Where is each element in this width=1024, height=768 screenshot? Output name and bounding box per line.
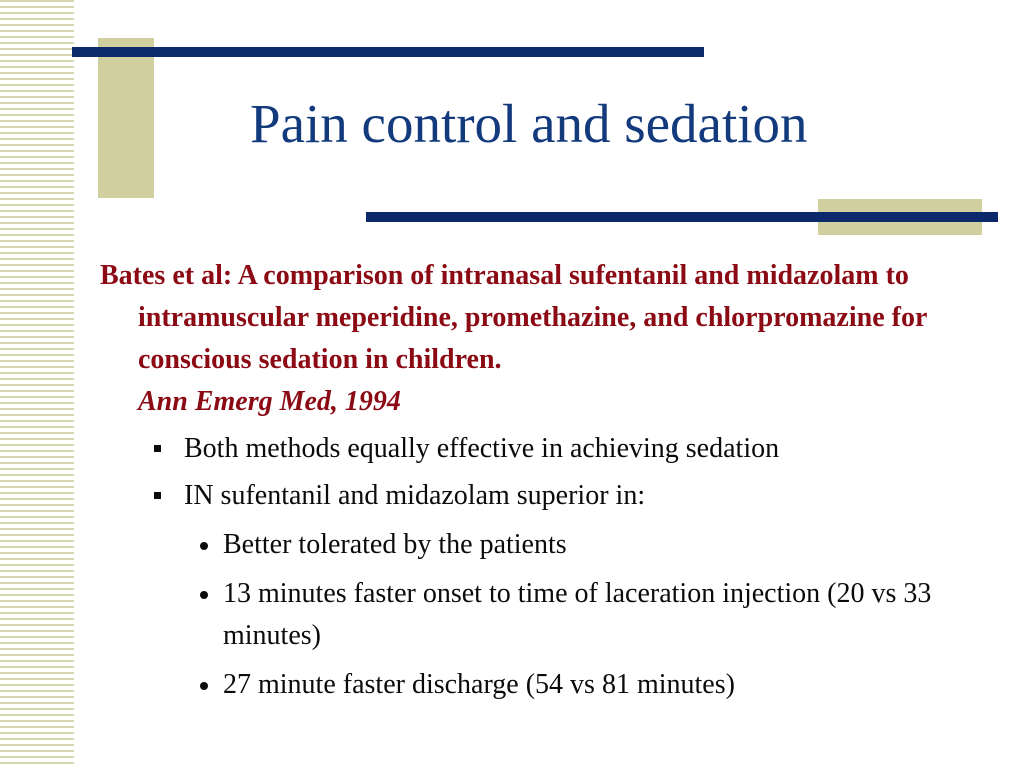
sub-bullet-text: Better tolerated by the patients [223,529,567,560]
round-bullet-icon [200,542,208,550]
slide-content [100,255,1000,706]
square-bullet-icon [154,445,161,452]
bullet-text: IN sufentanil and midazolam superior in: [184,480,646,511]
bullet-item [100,428,1000,470]
title-rule-bottom [366,212,998,222]
square-bullet-icon [154,492,161,499]
bullet-text: Both methods equally effective in achieving sedation [184,433,780,464]
citation-journal: Ann Emerg Med, 1994 [138,386,401,417]
round-bullet-icon [200,591,208,599]
sub-bullet-text: 13 minutes faster onset to time of laceration injection (20 vs 33 minutes) [223,578,932,651]
decorative-block-top [98,38,154,198]
sub-bullet-item [100,664,1000,706]
bullet-item [100,475,1000,517]
decorative-stripe-band [0,0,74,768]
sub-bullet-item [100,524,1000,566]
sub-bullet-text: 27 minute faster discharge (54 vs 81 minutes) [223,669,735,700]
citation-text: Bates et al: A comparison of intranasal sufentanil and midazolam to intramuscular meperidine, promethazine, and chlorpromazine for conscious sedation in children. [100,260,927,375]
slide-title: Pain control and sedation [250,93,808,154]
round-bullet-icon [200,682,208,690]
sub-bullet-item [100,573,1000,657]
title-rule-top [72,47,704,57]
citation [100,255,1000,423]
